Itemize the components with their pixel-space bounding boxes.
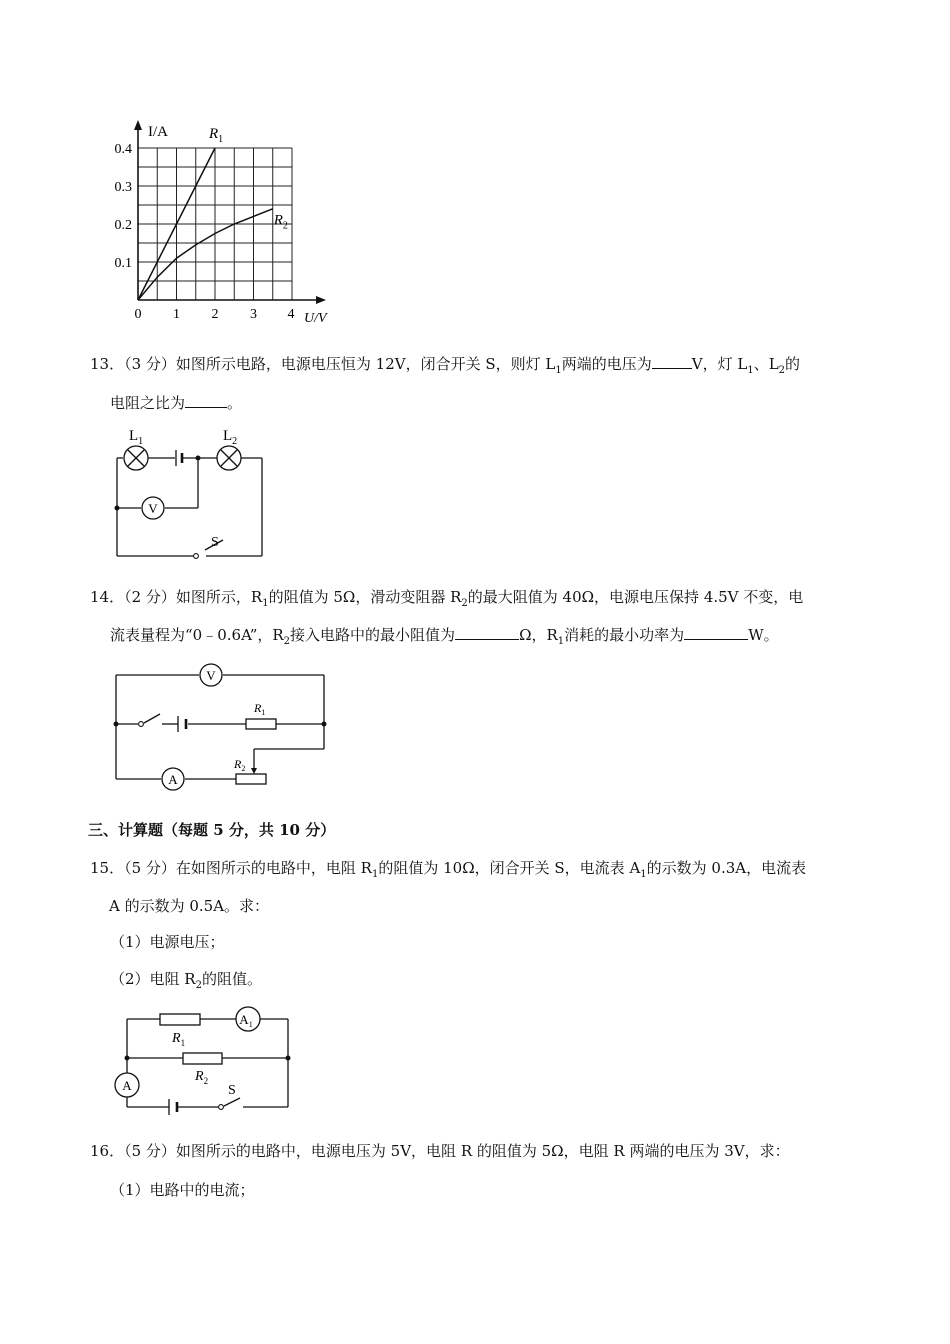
series-r1-label: $R_1$	[209, 126, 224, 145]
q13-switch-label: S	[211, 535, 219, 550]
q14-r2-label: $R_2$	[234, 757, 246, 773]
q15-r2-icon	[183, 1053, 222, 1064]
y-tick-label: 0.2	[114, 218, 132, 233]
x-axis-label: U/V	[304, 311, 327, 326]
lamp-l2-icon	[217, 446, 241, 470]
q13-l2-label: $L_2$	[223, 428, 238, 447]
y-tick-label: 0.4	[114, 142, 132, 157]
x-tick-label: 3	[250, 307, 257, 322]
q15-r1-icon	[160, 1014, 200, 1025]
lamp-l1-icon	[124, 446, 148, 470]
q13-line2: 电阻之比为 。	[110, 394, 243, 412]
voltmeter-icon	[142, 497, 164, 519]
q14-line1: 14．（2 分）如图所示，$R_1$的阻值为 5Ω，滑动变阻器 $R_2$的最大阻值为 40Ω，电源电压保持 4.5V 不变，电	[90, 588, 804, 609]
q13-l1-label: $L_1$	[129, 428, 144, 447]
q13-blank-2[interactable]	[185, 393, 227, 408]
x-tick-label: 1	[173, 307, 180, 322]
x-tick-label: 4	[287, 307, 295, 322]
svg-text:V: V	[148, 501, 158, 516]
graph-grid	[134, 120, 326, 304]
svg-text:A: A	[168, 772, 178, 787]
q15-sub2: （2）电阻 $R_2$的阻值。	[110, 970, 262, 991]
q14-battery-icon	[178, 716, 186, 732]
q14-r2-rheostat-icon	[236, 774, 266, 784]
q14-circuit	[108, 660, 336, 795]
y-tick-label: 0.3	[114, 180, 132, 195]
q15-circuit	[110, 1004, 300, 1116]
q14-ammeter-icon	[162, 768, 184, 790]
y-tick-label: 0.1	[114, 256, 132, 271]
svg-text:V: V	[206, 668, 216, 683]
iu-graph	[100, 112, 360, 332]
svg-text:A1: $A_1$	[239, 1012, 253, 1029]
svg-text:A: A	[122, 1078, 132, 1093]
x-tick-label: 2	[211, 307, 219, 322]
q15-r1-label: $R_1$	[172, 1031, 186, 1048]
y-axis-label: I/A	[148, 124, 168, 140]
q14-blank-2[interactable]	[684, 625, 748, 640]
q14-voltmeter-icon	[200, 664, 222, 686]
q15-line2: A 的示数为 0.5A。求：	[109, 897, 270, 915]
q15-line1: 15．（5 分）在如图所示的电路中，电阻 $R_1$的阻值为 10Ω，闭合开关 S，电流表 $A_1$的示数为 0.3A，电流表	[90, 859, 807, 880]
q15-battery-icon	[169, 1099, 177, 1115]
q14-r1-label: $R_1$	[254, 701, 266, 717]
y-axis-arrow-icon	[134, 120, 142, 130]
q14-blank-1[interactable]	[455, 625, 519, 640]
graph-labels	[115, 124, 329, 326]
q15-switch-label: S	[228, 1083, 236, 1098]
q14-line2: 流表量程为“0﹣0.6A”，$R_2$接入电路中的最小阻值为 Ω，$R_1$消耗的最小功率为 W。	[110, 626, 779, 647]
q16-line1: 16．（5 分）如图所示的电路中，电源电压为 5V，电阻 R 的阻值为 5Ω，电阻 R 两端的电压为 3V，求：	[90, 1142, 790, 1160]
q14-r1-icon	[246, 719, 276, 729]
q13-line1: 13．（3 分）如图所示电路，电源电压恒为 12V，闭合开关 S，则灯 $L_1$两端的电压为 V，灯 $L_1$、$L_2$的	[90, 355, 801, 376]
series-r2-label: $R_2$	[273, 212, 288, 232]
x-axis-arrow-icon	[316, 296, 326, 304]
q15-ammeter-a-icon	[115, 1073, 139, 1097]
q13-circuit	[105, 422, 275, 562]
q13-blank-1[interactable]	[652, 354, 692, 369]
section-title: 三、计算题（每题 5 分，共 10 分）	[88, 821, 336, 839]
q16-sub1: （1）电路中的电流；	[110, 1181, 255, 1199]
q15-ammeter-a1-icon	[236, 1007, 260, 1031]
x-tick-label: 0	[134, 307, 142, 322]
battery-icon	[176, 450, 182, 466]
q15-sub1: （1）电源电压；	[110, 933, 225, 951]
q15-r2-label: $R_2$	[195, 1069, 209, 1086]
series-r2-line	[138, 209, 273, 300]
